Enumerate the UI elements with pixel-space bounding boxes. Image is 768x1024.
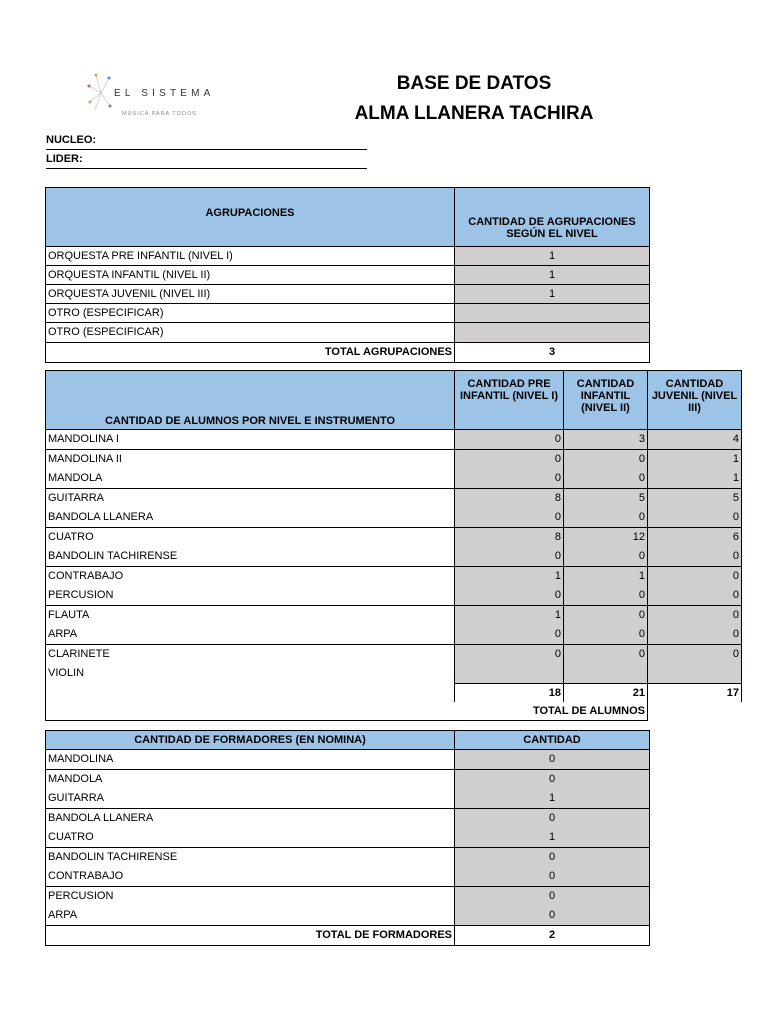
alumnos-row-value: 3	[564, 430, 647, 449]
alumnos-col-header-nivel1: CANTIDAD PRE INFANTIL (NIVEL I)	[455, 371, 563, 429]
formadores-row-name: MANDOLINA	[46, 750, 454, 769]
formadores-row-qty: 0	[455, 770, 649, 789]
formadores-row-name: MANDOLA	[46, 770, 454, 789]
alumnos-table	[45, 370, 742, 721]
alumnos-row-value: 0	[564, 547, 647, 566]
agrupaciones-row-name: OTRO (ESPECIFICAR)	[46, 323, 454, 342]
alumnos-row-value: 0	[564, 450, 647, 469]
formadores-qty-header: CANTIDAD	[455, 731, 649, 749]
lider-field: LIDER:	[46, 150, 367, 169]
alumnos-row-value: 5	[648, 489, 741, 508]
alumnos-row-value: 0	[455, 586, 563, 605]
agrupaciones-row-name: OTRO (ESPECIFICAR)	[46, 304, 454, 322]
agrupaciones-table	[45, 187, 650, 363]
alumnos-col-header-nivel3: CANTIDAD JUVENIL (NIVEL III)	[648, 371, 741, 429]
alumnos-row-name: CONTRABAJO	[46, 567, 454, 586]
agrupaciones-header: AGRUPACIONES	[46, 188, 454, 246]
alumnos-header: CANTIDAD DE ALUMNOS POR NIVEL E INSTRUMENTO	[46, 371, 454, 429]
total-alumnos-label: TOTAL DE ALUMNOS	[455, 702, 647, 720]
total-formadores-label: TOTAL DE FORMADORES	[46, 926, 454, 945]
alumnos-row-name: GUITARRA	[46, 489, 454, 508]
formadores-row-qty: 0	[455, 809, 649, 828]
alumnos-row-value: 1	[648, 450, 741, 469]
alumnos-total-value: 21	[564, 684, 647, 702]
formadores-row-qty: 0	[455, 887, 649, 906]
alumnos-total-value: 17	[648, 684, 741, 702]
page-title: BASE DE DATOS	[396, 73, 552, 94]
alumnos-row-value: 0	[455, 508, 563, 527]
alumnos-row-value	[564, 664, 647, 683]
alumnos-row-value: 4	[648, 430, 741, 449]
agrupaciones-row-name: ORQUESTA PRE INFANTIL (NIVEL I)	[46, 247, 454, 265]
formadores-table	[45, 730, 650, 946]
alumnos-row-name: MANDOLA	[46, 469, 454, 488]
alumnos-mask	[648, 702, 742, 721]
agrupaciones-row-qty: 1	[455, 285, 649, 303]
alumnos-row-value: 12	[564, 528, 647, 547]
formadores-row-qty: 0	[455, 867, 649, 886]
alumnos-row-value: 0	[564, 508, 647, 527]
page-subtitle: ALMA LLANERA TACHIRA	[354, 103, 594, 124]
formadores-row-name: GUITARRA	[46, 789, 454, 808]
alumnos-row-value: 0	[648, 547, 741, 566]
agrupaciones-row-name: ORQUESTA INFANTIL (NIVEL II)	[46, 266, 454, 284]
alumnos-row-name: CUATRO	[46, 528, 454, 547]
formadores-row-name: ARPA	[46, 906, 454, 925]
alumnos-row-name: PERCUSION	[46, 586, 454, 605]
logo-tagline: MÚSICA PARA TODOS	[122, 111, 197, 117]
formadores-row-qty: 0	[455, 906, 649, 925]
alumnos-row-value: 6	[648, 528, 741, 547]
formadores-row-qty: 1	[455, 789, 649, 808]
alumnos-total-value: 18	[455, 684, 563, 702]
agrupaciones-qty-header: CANTIDAD DE AGRUPACIONES SEGÚN EL NIVEL	[455, 188, 649, 246]
total-spacer	[46, 683, 454, 701]
formadores-row-name: PERCUSION	[46, 887, 454, 906]
alumnos-row-value: 0	[564, 645, 647, 664]
total-agrupaciones-value: 3	[455, 343, 649, 362]
alumnos-row-value: 0	[648, 645, 741, 664]
total-formadores-value: 2	[455, 926, 649, 945]
alumnos-row-value	[455, 664, 563, 683]
alumnos-row-name: BANDOLIN TACHIRENSE	[46, 547, 454, 566]
alumnos-row-name: FLAUTA	[46, 606, 454, 625]
alumnos-row-value: 0	[564, 606, 647, 625]
alumnos-row-value: 5	[564, 489, 647, 508]
agrupaciones-row-qty: 1	[455, 247, 649, 265]
alumnos-row-value: 0	[648, 508, 741, 527]
alumnos-row-name: CLARINETE	[46, 645, 454, 664]
alumnos-row-value: 1	[455, 606, 563, 625]
alumnos-row-name: MANDOLINA I	[46, 430, 454, 449]
agrupaciones-row-qty	[455, 304, 649, 322]
agrupaciones-row-qty	[455, 323, 649, 342]
formadores-row-qty: 1	[455, 828, 649, 847]
formadores-row-qty: 0	[455, 750, 649, 769]
formadores-row-name: CUATRO	[46, 828, 454, 847]
total-agrupaciones-label: TOTAL AGRUPACIONES	[46, 343, 454, 362]
alumnos-row-value: 0	[648, 586, 741, 605]
alumnos-row-value: 0	[455, 469, 563, 488]
alumnos-row-value: 1	[564, 567, 647, 586]
alumnos-row-value: 1	[648, 469, 741, 488]
alumnos-row-value: 0	[455, 645, 563, 664]
alumnos-row-value: 1	[455, 567, 563, 586]
logo-name: EL SISTEMA	[114, 88, 215, 99]
alumnos-row-value: 0	[455, 547, 563, 566]
formadores-header: CANTIDAD DE FORMADORES (EN NOMINA)	[46, 731, 454, 749]
alumnos-row-value: 0	[455, 430, 563, 449]
alumnos-row-name: BANDOLA LLANERA	[46, 508, 454, 527]
agrupaciones-row-qty: 1	[455, 266, 649, 284]
alumnos-row-value: 0	[648, 567, 741, 586]
logo-mark-icon	[86, 72, 116, 114]
formadores-row-name: BANDOLA LLANERA	[46, 809, 454, 828]
alumnos-row-value: 0	[564, 586, 647, 605]
alumnos-row-value: 8	[455, 528, 563, 547]
alumnos-col-header-nivel2: CANTIDAD INFANTIL (NIVEL II)	[564, 371, 647, 429]
el-sistema-logo	[86, 72, 226, 122]
alumnos-row-name: MANDOLINA II	[46, 450, 454, 469]
alumnos-row-value: 0	[648, 606, 741, 625]
formadores-row-name: BANDOLIN TACHIRENSE	[46, 848, 454, 867]
alumnos-row-value: 0	[564, 625, 647, 644]
alumnos-row-value	[648, 664, 741, 683]
alumnos-row-name: ARPA	[46, 625, 454, 644]
alumnos-row-value: 0	[564, 469, 647, 488]
alumnos-row-name: VIOLIN	[46, 664, 454, 683]
agrupaciones-row-name: ORQUESTA JUVENIL (NIVEL III)	[46, 285, 454, 303]
nucleo-field: NUCLEO:	[46, 131, 367, 150]
formadores-row-qty: 0	[455, 848, 649, 867]
alumnos-row-value: 0	[455, 625, 563, 644]
alumnos-row-value: 8	[455, 489, 563, 508]
alumnos-row-value: 0	[648, 625, 741, 644]
formadores-row-name: CONTRABAJO	[46, 867, 454, 886]
alumnos-row-value: 0	[455, 450, 563, 469]
